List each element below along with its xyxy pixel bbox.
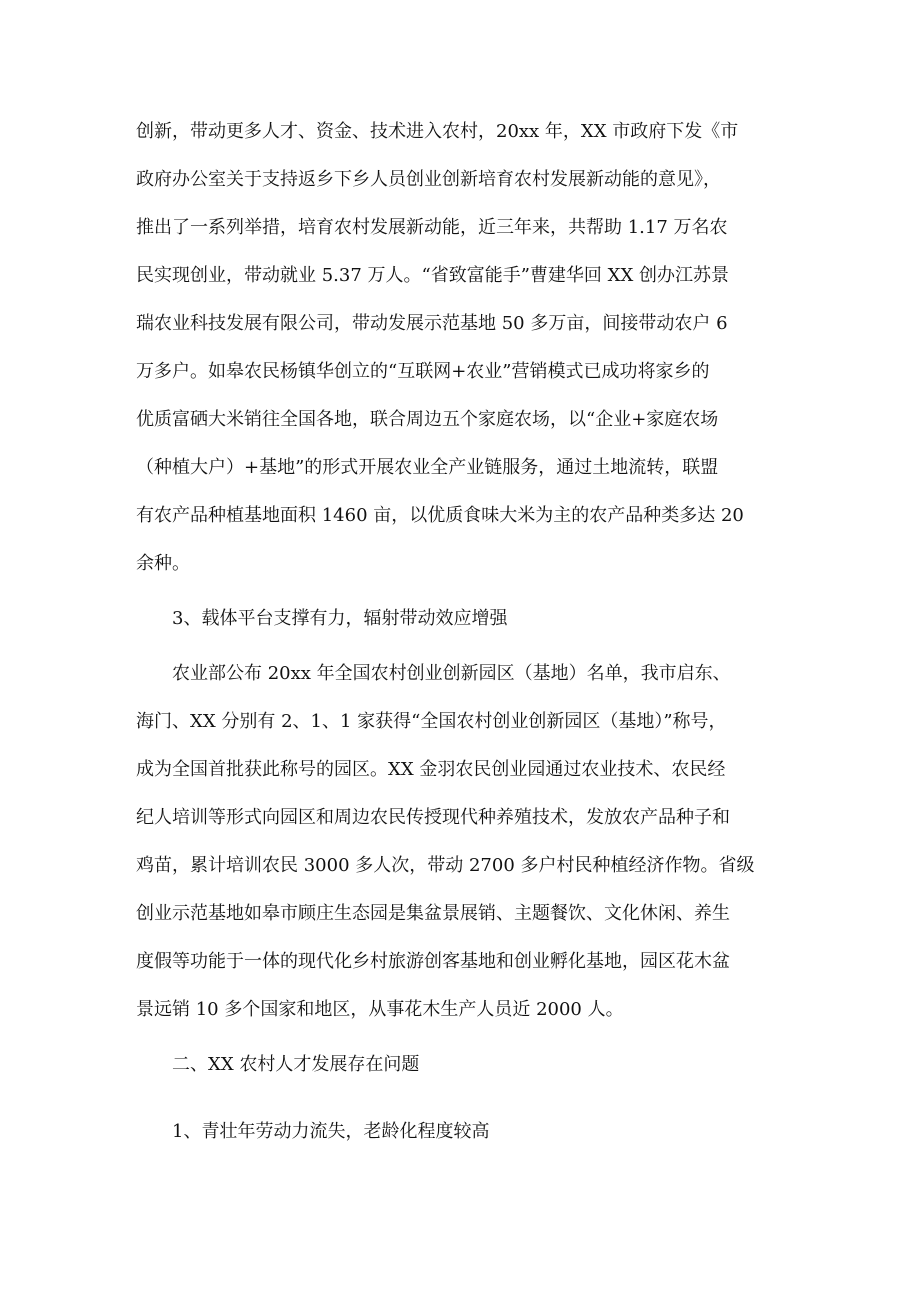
subsection-heading-3: 3、载体平台支撑有力，辐射带动效应增强 xyxy=(172,608,508,629)
paragraph-line: 度假等功能于一体的现代化乡村旅游创客基地和创业孵化基地，园区花木盆 xyxy=(136,951,730,972)
paragraph-line: 有农产品种植基地面积 1460 亩，以优质食味大米为主的农产品种类多达 20 xyxy=(136,505,744,526)
paragraph-line: 景远销 10 多个国家和地区，从事花木生产人员近 2000 人。 xyxy=(136,999,624,1020)
paragraph-line: （种植大户）+基地”的形式开展农业全产业链服务，通过土地流转，联盟 xyxy=(136,457,719,478)
paragraph-line: 海门、XX 分别有 2、1、1 家获得“全国农村创业创新园区（基地）”称号， xyxy=(136,711,727,732)
section-heading: 二、XX 农村人才发展存在问题 xyxy=(172,1054,420,1075)
paragraph-line: 政府办公室关于支持返乡下乡人员创业创新培育农村发展新动能的意见》， xyxy=(136,169,721,190)
paragraph-line: 纪人培训等形式向园区和周边农民传授现代种养殖技术，发放农产品种子和 xyxy=(136,807,730,828)
paragraph-line: 推出了一系列举措，培育农村发展新动能，近三年来，共帮助 1.17 万名农 xyxy=(136,217,728,238)
paragraph-line: 万多户。如皋农民杨镇华创立的“互联网+农业”营销模式已成功将家乡的 xyxy=(136,361,710,382)
paragraph-line: 创业示范基地如皋市顾庄生态园是集盆景展销、主题餐饮、文化休闲、养生 xyxy=(136,903,730,924)
paragraph-line: 创新，带动更多人才、资金、技术进入农村，20xx 年，XX 市政府下发《市 xyxy=(136,121,739,142)
paragraph-line: 鸡苗，累计培训农民 3000 多人次，带动 2700 多户村民种植经济作物。省级 xyxy=(136,855,755,876)
paragraph-line: 余种。 xyxy=(136,553,190,574)
paragraph-line: 瑞农业科技发展有限公司，带动发展示范基地 50 多万亩，间接带动农户 6 xyxy=(136,313,728,334)
paragraph-line: 民实现创业，带动就业 5.37 万人。“省致富能手”曹建华回 XX 创办江苏景 xyxy=(136,265,729,286)
paragraph-line: 成为全国首批获此称号的园区。XX 金羽农民创业园通过农业技术、农民经 xyxy=(136,759,726,780)
paragraph-line: 农业部公布 20xx 年全国农村创业创新园区（基地）名单，我市启东、 xyxy=(172,663,731,684)
paragraph-line: 优质富硒大米销往全国各地，联合周边五个家庭农场，以“企业+家庭农场 xyxy=(136,409,719,430)
subsection-heading-1: 1、青壮年劳动力流失，老龄化程度较高 xyxy=(172,1121,490,1142)
